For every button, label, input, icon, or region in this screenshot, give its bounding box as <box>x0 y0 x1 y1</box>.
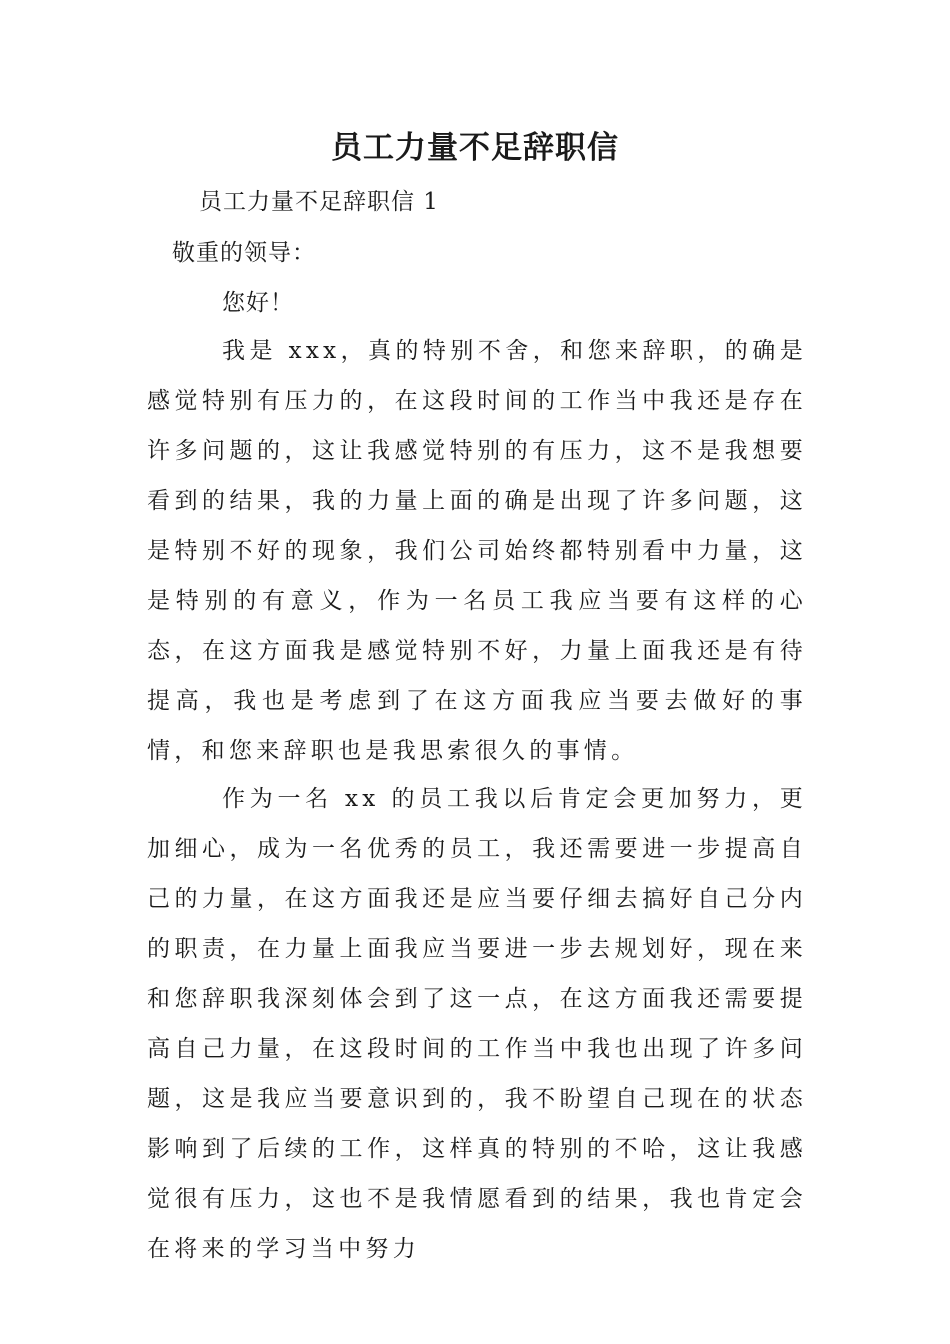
document-subtitle: 员工力量不足辞职信 1 <box>199 189 439 215</box>
document-title: 员工力量不足辞职信 <box>331 130 619 166</box>
salutation: 敬重的领导： <box>172 240 316 266</box>
body-paragraph: 作为一名 xx 的员工我以后肯定会更加努力，更加细心，成为一名优秀的员工，我还需要进一步提高自己的力量，在这方面我还是应当要仔细去搞好自己分内的职责，在力量上面我应当要进一步去规划好，现在来和您辞职我深刻体会到了这一点，在这方面我还需要提高自己力量，在这段时间的工作当中我也出现了许多问题，这是我应当要意识到的，我不盼望自己现在的状态影响到了后续的工作，这样真的特别的不哈，这让我感觉很有压力，这也不是我情愿看到的结果，我也肯定会在将来的学习当中努力 <box>147 786 807 1262</box>
body-paragraph: 我是 xxx，真的特别不舍，和您来辞职，的确是感觉特别有压力的，在这段时间的工作当中我还是存在许多问题的，这让我感觉特别的有压力，这不是我想要看到的结果，我的力量上面的确是出现了许多问题，这是特别不好的现象，我们公司始终都特别看中力量，这是特别的有意义，作为一名员工我应当要有这样的心态，在这方面我是感觉特别不好，力量上面我还是有待提高，我也是考虑到了在这方面我应当要去做好的事情，和您来辞职也是我思索很久的事情。 <box>147 338 807 764</box>
greeting: 您好！ <box>222 290 294 316</box>
